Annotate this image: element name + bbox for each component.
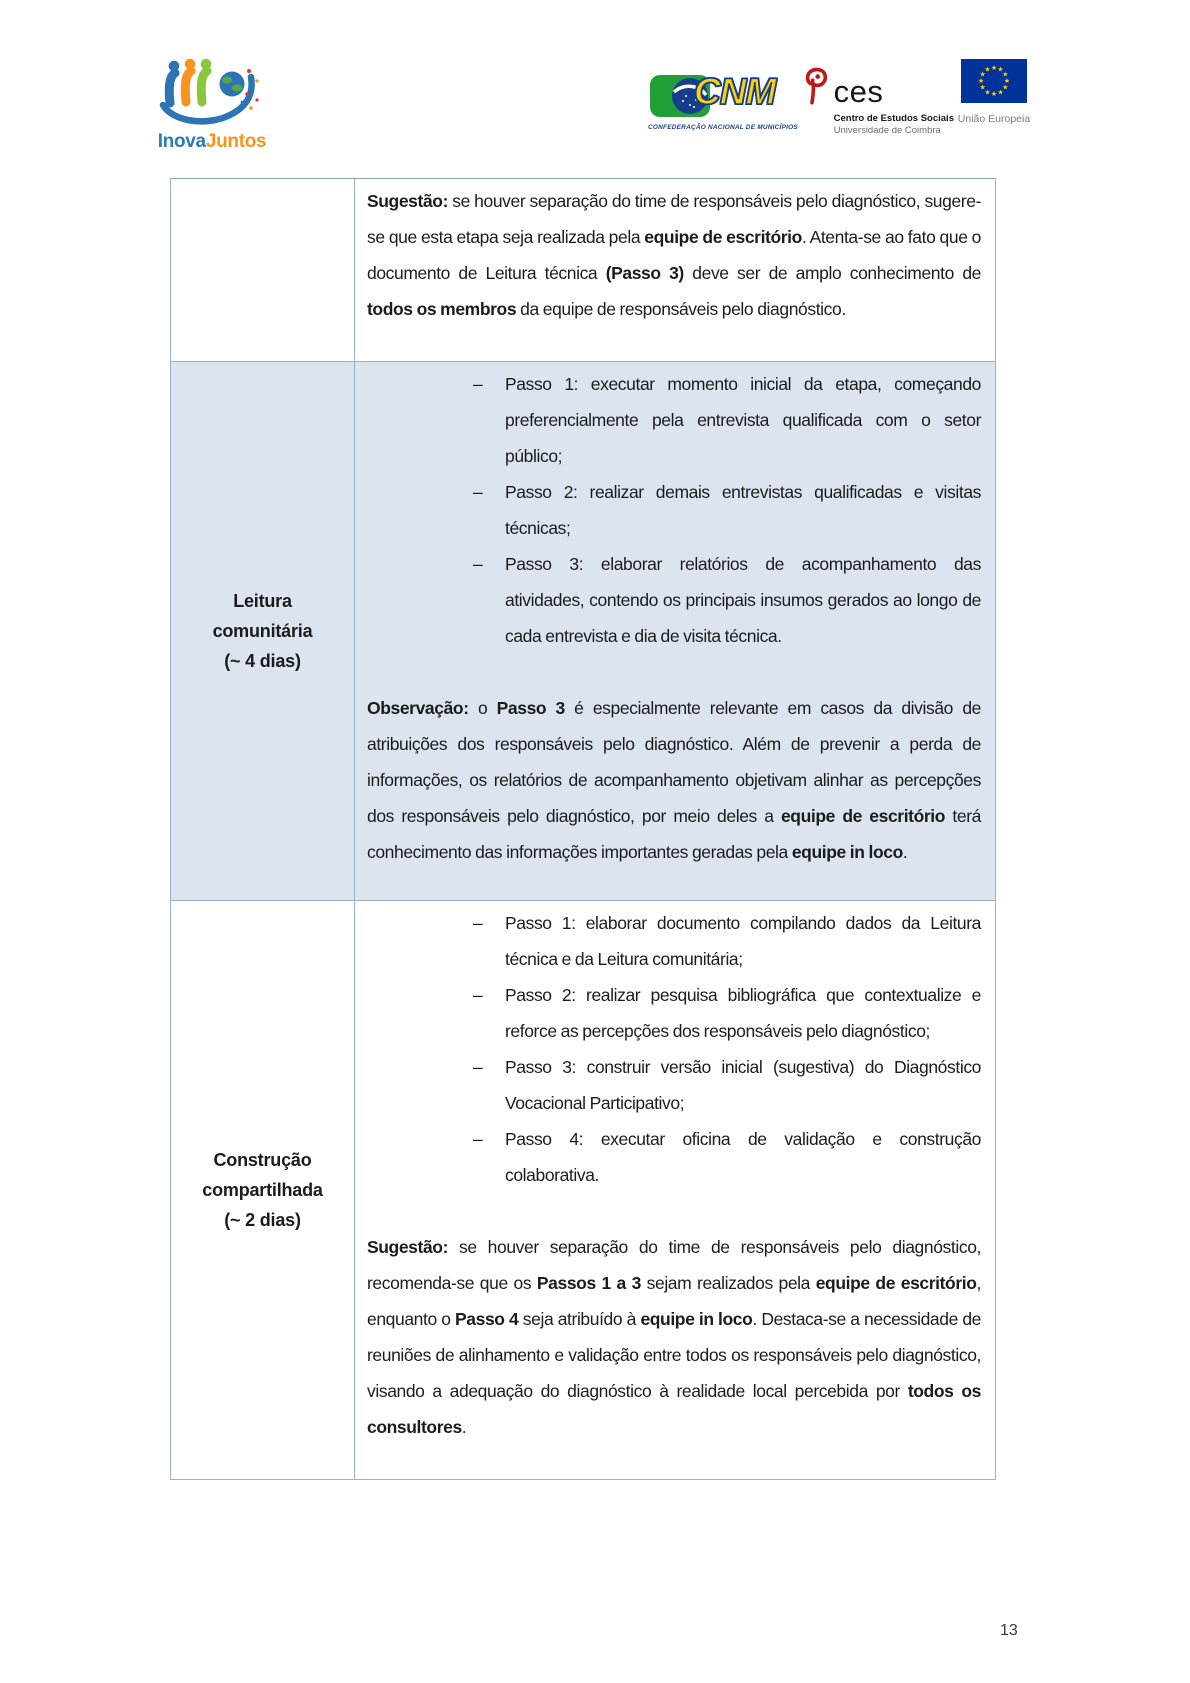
text-segment: todos os consultores [367, 1381, 981, 1437]
row-content-cell-2 [355, 901, 995, 1479]
text-segment: o [468, 698, 497, 718]
list-item-text [505, 985, 981, 1041]
list-item [367, 366, 981, 474]
text-segment: . Atenta-se ao fato que o documento de Leitura técnica [367, 227, 981, 283]
text-segment: sejam realizados pela [640, 1273, 816, 1293]
row-content-cell-0 [355, 179, 995, 362]
ces-logo [804, 59, 954, 136]
svg-text:★: ★ [997, 88, 1004, 97]
text-segment: terá conhecimento das informações importantes geradas pela [367, 806, 981, 862]
text-segment: Passo 3: elaborar relatórios de acompanhamento das atividades, contendo os principais insumos gerados ao longo de cada entrevista e dia de visita técnica. [505, 554, 981, 646]
ces-acronym: ces [833, 74, 884, 109]
inovajuntos-wordmark-inova: Inova [157, 131, 206, 152]
row-label-duration-1: (~ 4 dias) [224, 651, 301, 671]
row-label-duration-2: (~ 2 dias) [224, 1210, 301, 1230]
list-item [367, 546, 981, 654]
header-logos [0, 55, 1190, 160]
list-item-text [505, 913, 981, 969]
text-segment: Passo 3 [496, 698, 565, 718]
eu-flag-icon [961, 59, 1027, 103]
text-segment: Passos 1 a 3 [536, 1273, 641, 1293]
row-label-cell-0 [171, 179, 355, 362]
paragraph-observation [367, 690, 981, 870]
cnm-caption: CONFEDERAÇÃO NACIONAL DE MUNICÍPIOS [648, 124, 798, 131]
inovajuntos-wordmark [156, 131, 268, 153]
text-segment: Passo 2: realizar demais entrevistas qualificadas e visitas técnicas; [505, 482, 981, 538]
inovajuntos-logo [156, 57, 268, 153]
svg-text:★: ★ [979, 70, 986, 79]
text-segment: se houver separação do time de responsáveis pelo diagnóstico, sugere-se que esta etapa seja realizada pela [367, 191, 981, 247]
text-segment: . [902, 842, 908, 862]
svg-text:★: ★ [1002, 83, 1009, 92]
text-segment: equipe de escritório [780, 806, 946, 826]
ces-text-column [834, 59, 954, 136]
text-segment: é especialmente relevante em casos da divisão de atribuições dos responsáveis pelo diagnóstico. Além de prevenir a perda de informações, os relatórios de acompanhamento objetivam alinhar as percepções dos responsáveis pelo diagnóstico, por meio deles a [367, 698, 982, 826]
text-segment: equipe in loco [791, 842, 903, 862]
inovajuntos-wordmark-juntos: Juntos [205, 131, 267, 152]
text-segment: Passo 4: executar oficina de validação e construção colaborativa. [505, 1129, 981, 1185]
list-dash-marker: – [473, 554, 483, 574]
list-item [367, 1049, 981, 1121]
svg-text:★: ★ [990, 64, 998, 72]
text-segment: todos os membros [367, 299, 517, 319]
text-segment: se houver separação do time de responsáveis pelo diagnóstico, recomenda-se que os [367, 1237, 981, 1293]
svg-text:★: ★ [1002, 70, 1009, 79]
text-segment: Passo 2: realizar pesquisa bibliográfica que contextualize e reforce as percepções dos responsáveis pelo diagnóstico; [505, 985, 981, 1041]
list-item-text [505, 1129, 981, 1185]
svg-text:★: ★ [979, 83, 986, 92]
cnm-logo [648, 71, 798, 131]
list-dash-marker: – [473, 482, 483, 502]
list-item [367, 977, 981, 1049]
row-label-cell-1 [171, 362, 355, 901]
text-segment: . Destaca-se a necessidade de reuniões de alinhamento e validação entre todos os responsáveis pelo diagnóstico, visando a adequação do diagnóstico à realidade local percebida por [367, 1309, 982, 1401]
list-item [367, 1121, 981, 1193]
text-segment: Passo 4 [455, 1309, 519, 1329]
paragraph-suggestion-1 [367, 183, 981, 327]
svg-text:★: ★ [990, 90, 998, 98]
text-segment: Sugestão: [367, 1237, 448, 1257]
text-segment: . [461, 1417, 467, 1437]
text-segment: da equipe de responsáveis pelo diagnóstico. [516, 299, 846, 319]
list-item [367, 474, 981, 546]
row-label-cell-2 [171, 901, 355, 1479]
svg-text:★: ★ [984, 88, 991, 97]
row-label-1 [181, 586, 344, 676]
text-segment: deve ser de amplo conhecimento de [683, 263, 981, 283]
page-number: 13 [1000, 1622, 1018, 1639]
text-segment: equipe de escritório [644, 227, 802, 247]
svg-text:★: ★ [977, 77, 985, 85]
eu-caption: União Europeia [957, 113, 1031, 125]
cnm-logo-art [648, 71, 788, 121]
row-label-2 [181, 1145, 344, 1235]
svg-text:★: ★ [984, 65, 991, 74]
list-dash-marker: – [473, 1057, 483, 1077]
list-dash-marker: – [473, 1129, 483, 1149]
list-item-text [505, 374, 981, 466]
text-segment: Observação: [367, 698, 469, 718]
text-segment: Passo 3: construir versão inicial (sugestiva) do Diagnóstico Vocacional Participativo; [505, 1057, 981, 1113]
list-item-text [505, 482, 981, 538]
text-segment: Passo 1: executar momento inicial da etapa, começando preferencialmente pela entrevista qualificada com o setor público; [505, 374, 981, 466]
text-segment: equipe in loco [640, 1309, 753, 1329]
text-segment: (Passo 3) [605, 263, 684, 283]
svg-text:★: ★ [997, 65, 1004, 74]
ces-caption-line2: Universidade de Coimbra [833, 125, 941, 136]
svg-text:★: ★ [1003, 77, 1011, 85]
text-segment: Passo 1: elaborar documento compilando dados da Leitura técnica e da Leitura comunitária; [505, 913, 981, 969]
text-segment: Sugestão: [367, 191, 448, 211]
paragraph-suggestion-2 [367, 1229, 981, 1445]
inovajuntos-logo-graphic [158, 57, 266, 129]
list-item-text [505, 554, 981, 646]
text-segment: seja atribuído à [518, 1309, 641, 1329]
list-item [367, 905, 981, 977]
text-segment: equipe de escritório [815, 1273, 977, 1293]
text-segment: , enquanto o [367, 1273, 981, 1329]
list-dash-marker: – [473, 913, 483, 933]
row-label-title-2: Construção compartilhada [202, 1150, 323, 1200]
cnm-acronym: CNM [694, 71, 776, 112]
ces-caption-line1: Centro de Estudos Sociais [833, 113, 954, 124]
row-label-title-1: Leitura comunitária [212, 591, 313, 641]
process-table [170, 178, 996, 1480]
list-dash-marker: – [473, 985, 483, 1005]
eu-logo [956, 59, 1032, 125]
list-item-text [505, 1057, 981, 1113]
row-content-cell-1 [355, 362, 995, 901]
ces-glyph-icon [804, 59, 829, 113]
list-dash-marker: – [473, 374, 483, 394]
ces-logo-row [804, 59, 954, 136]
